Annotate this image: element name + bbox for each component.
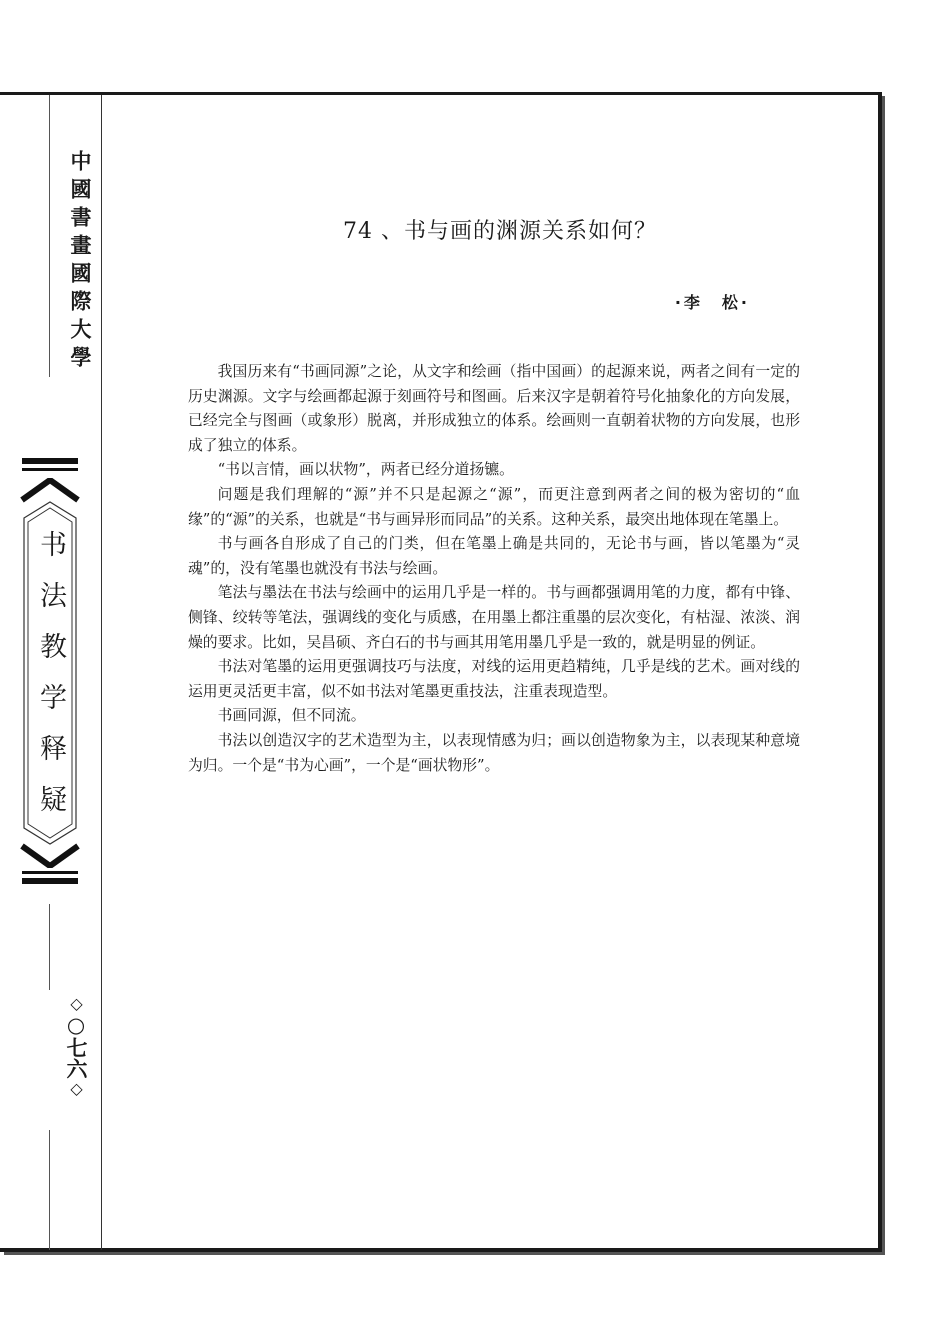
article-body [188,360,800,778]
book-title: 书法教学释疑 [35,530,66,836]
article-author: ·李 松· [674,293,750,312]
paragraph: 书画同源，但不同流。 [217,707,366,725]
sidebar-rule-top [49,95,50,377]
page-number [58,994,94,1098]
sidebar-divider [101,95,102,1250]
paragraph: 问题是我们理解的“源”并不只是起源之“源”，而更注意到两者之间的极为密切的“血缘”的“源”的关系，也就是“书与画异形而同品”的关系。这种关系，最突出地体现在笔墨上。 [188,485,800,528]
diamond-icon: ◇ [67,994,86,1013]
paragraph: “书以言情，画以状物”，两者已经分道扬镳。 [217,461,514,479]
sidebar-rule-middle [49,904,50,990]
paragraph: 笔法与墨法在书法与绘画中的运用几乎是一样的。书与画都强调用笔的力度，都有中锋、侧锋、绞转等笔法，强调线的变化与质感，在用墨上都注重墨的层次变化，有枯湿、浓淡、润燥的要求。比如，吴昌硕、齐白石的书与画其用笔用墨几乎是一致的，就是明显的例证。 [188,584,800,651]
paragraph: 书与画各自形成了自己的门类，但在笔墨上确是共同的，无论书与画，皆以笔墨为“灵魂”的，没有笔墨也就没有书法与绘画。 [188,535,800,577]
ornament-bar-bottom [22,878,78,884]
diamond-icon: ◇ [67,1079,86,1098]
paragraph: 书法对笔墨的运用更强调技巧与法度，对线的运用更趋精纯，几乎是线的艺术。画对线的运用更灵活更丰富，似不如书法对笔墨更重技法，注重表现造型。 [188,658,800,700]
article-title: 74 、书与画的渊源关系如何？ [343,219,657,244]
ornament-bar-top [22,458,78,464]
ornament-bar-top-thin [22,468,78,471]
ornament-bar-bottom-thin [22,871,78,874]
page-number-text: ○七六 [64,1013,88,1079]
school-name: 中國書畫國際大學 [68,150,92,374]
paragraph: 书法以创造汉字的艺术造型为主，以表现情感为归；画以创造物象为主，以表现某种意境为归。一个是“书为心画”，一个是“画状物形”。 [188,731,800,774]
frame-shadow-right [882,96,885,1255]
frame-shadow-bottom [4,1252,885,1255]
sidebar-rule-bottom [49,1130,50,1250]
paragraph: 我国历来有“书画同源”之论，从文字和绘画（指中国画）的起源来说，两者之间有一定的历史渊源。文字与绘画都起源于刻画符号和图画。后来汉字是朝着符号化抽象化的方向发展，已经完全与图画（或象形）脱离，并形成独立的体系。绘画则一直朝着状物的方向发展，也形成了独立的体系。 [188,363,800,454]
